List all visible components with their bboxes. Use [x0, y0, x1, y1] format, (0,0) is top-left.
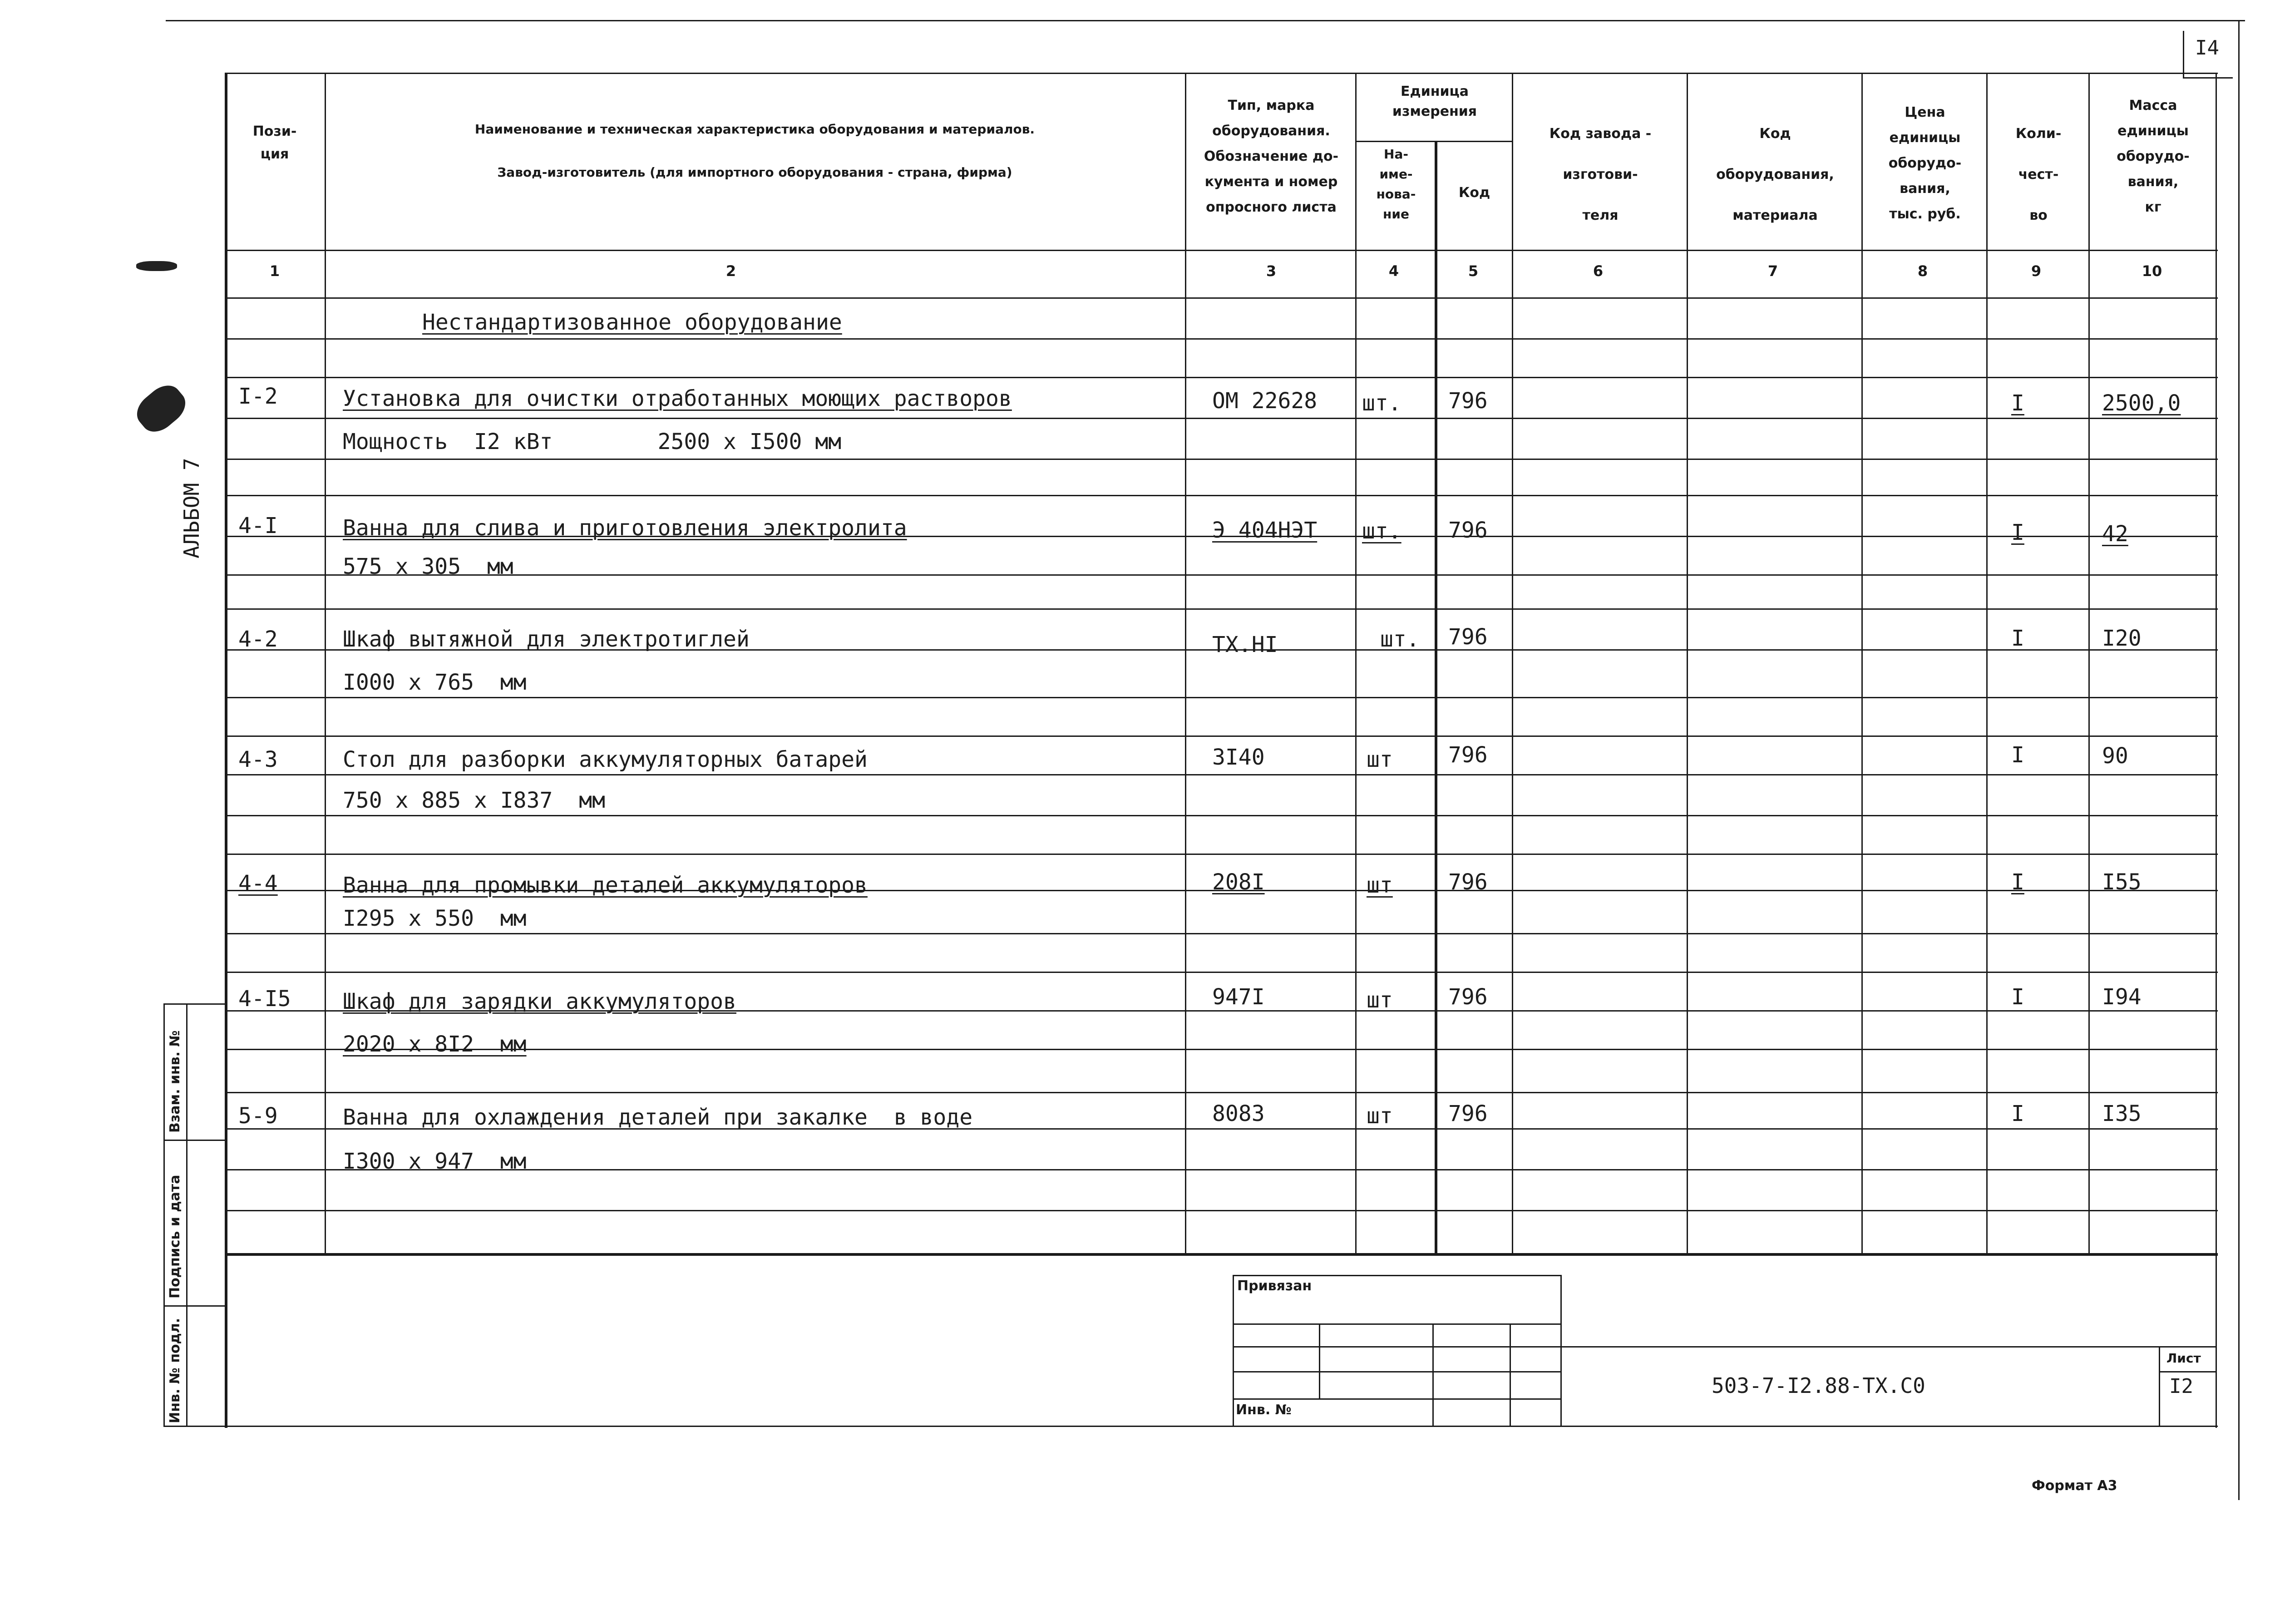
- row-spec: I000 x 765 мм: [343, 670, 527, 695]
- sheet-top-line: [166, 20, 2245, 21]
- row-line: [225, 697, 2218, 698]
- right-margin-line: [2238, 20, 2240, 1500]
- sheet-corner-number: I4: [2195, 36, 2219, 59]
- row-mass: 90: [2102, 743, 2128, 769]
- privyazan-line: [1233, 1398, 1562, 1400]
- colnum-4: 4: [1388, 262, 1399, 280]
- row-type: 947I: [1212, 984, 1265, 1010]
- row-qty: I: [2011, 390, 2024, 416]
- vzam-label: Взам. инв. №: [167, 1030, 183, 1133]
- sheet-label: Лист: [2166, 1351, 2201, 1366]
- colnum-3: 3: [1266, 262, 1277, 280]
- row-unit: шт: [1367, 873, 1393, 898]
- row-name: Ванна для охлаждения деталей при закалке в воде: [343, 1105, 973, 1130]
- podpis-label: Подпись и дата: [167, 1175, 183, 1298]
- col-line-6: [1687, 73, 1688, 1253]
- row-name: Установка для очистки отработанных моющих растворов: [343, 386, 1012, 411]
- section-title: Нестандартизованное оборудование: [422, 310, 842, 335]
- row-line: [225, 774, 2218, 775]
- row-type: Э 404НЭТ: [1212, 518, 1318, 543]
- row-type: 3I40: [1212, 745, 1265, 770]
- row-name: Шкаф вытяжной для электротиглей: [343, 627, 750, 652]
- row-spec: 575 x 305 мм: [343, 554, 513, 579]
- row-mass: I94: [2102, 984, 2142, 1010]
- side-stamp-mid: [186, 1003, 188, 1426]
- header-col2-line2: Завод-изготовитель (для импортного оборудования - страна, фирма): [497, 165, 1012, 180]
- row-mass: 42: [2102, 521, 2128, 547]
- colnum-9: 9: [2031, 262, 2042, 280]
- row-name: Шкаф для зарядки аккумуляторов: [343, 989, 736, 1014]
- row-line: [225, 815, 2218, 816]
- row-unit: шт.: [1362, 390, 1401, 416]
- col-line-1: [325, 73, 326, 1253]
- col-line-7: [1861, 73, 1863, 1253]
- header-bottom-line: [225, 250, 2218, 251]
- colnum-6: 6: [1593, 262, 1604, 280]
- privyazan-label: Привязан: [1237, 1278, 1312, 1294]
- row-code: 796: [1448, 984, 1488, 1010]
- header-col4: На- име- нова- ние: [1376, 147, 1416, 222]
- corner-box-left: [2183, 31, 2184, 79]
- row-spec: 750 x 885 x I837 мм: [343, 788, 605, 813]
- row-line: [225, 338, 2218, 340]
- row-position: 5-9: [238, 1103, 278, 1129]
- row-position: 4-I5: [238, 986, 291, 1012]
- row-line: [225, 418, 2218, 419]
- row-mass: 2500,0: [2102, 390, 2181, 416]
- row-unit: шт: [1367, 1103, 1393, 1129]
- scan-mark: [130, 379, 192, 439]
- row-line: [225, 495, 2218, 496]
- row-position: 4-4: [238, 871, 278, 896]
- row-qty: I: [2011, 520, 2024, 545]
- row-line: [225, 377, 2218, 378]
- row-code: 796: [1448, 388, 1488, 414]
- row-mass: I20: [2102, 626, 2142, 651]
- colnum-bottom-line: [225, 297, 2218, 299]
- col-line-3: [1355, 73, 1357, 1253]
- col-line-8: [1986, 73, 1988, 1253]
- header-col10: Масса единицы оборудо- вания, кг: [2117, 98, 2190, 215]
- colnum-8: 8: [1917, 262, 1928, 280]
- row-type: 8083: [1212, 1101, 1265, 1126]
- units-split-line: [1355, 141, 1512, 142]
- row-name: Стол для разборки аккумуляторных батарей: [343, 747, 868, 772]
- colnum-2: 2: [725, 262, 736, 280]
- row-position: 4-3: [238, 747, 278, 772]
- side-stamp-line: [163, 1305, 225, 1307]
- row-code: 796: [1448, 624, 1488, 650]
- privyazan-col: [1319, 1323, 1320, 1398]
- privyazan-col: [1510, 1323, 1511, 1426]
- privyazan-line: [1233, 1371, 1562, 1372]
- table-top-line: [225, 73, 2218, 74]
- colnum-5: 5: [1468, 262, 1479, 280]
- row-qty: I: [2011, 1101, 2024, 1126]
- row-line: [225, 1210, 2218, 1211]
- side-stamp-left: [163, 1003, 165, 1426]
- row-spec: I300 x 947 мм: [343, 1149, 527, 1174]
- table-right-line: [2216, 73, 2217, 1428]
- header-col9: Коли- чест- во: [2015, 126, 2062, 223]
- header-col45: Единица измерения: [1392, 84, 1477, 119]
- privyazan-top: [1233, 1275, 1562, 1276]
- row-line: [225, 933, 2218, 934]
- row-position: 4-2: [238, 627, 278, 652]
- header-col7: Код оборудования, материала: [1716, 126, 1834, 223]
- row-line: [225, 735, 2218, 737]
- row-line: [225, 854, 2218, 855]
- side-stamp-line: [163, 1140, 225, 1141]
- sheet-box-left: [2159, 1346, 2160, 1426]
- side-stamp-top: [163, 1003, 225, 1005]
- row-qty: I: [2011, 984, 2024, 1010]
- table-left-line: [225, 73, 227, 1428]
- stamp-bottom-line: [163, 1426, 2218, 1427]
- row-line: [225, 574, 2218, 576]
- row-qty: I: [2011, 742, 2024, 768]
- row-spec: Мощность I2 кВт 2500 x I500 мм: [343, 429, 842, 454]
- privyazan-line: [1233, 1323, 1562, 1325]
- privyazan-left: [1233, 1275, 1234, 1427]
- table-body-bottom-line: [225, 1253, 2218, 1256]
- document-code: 503-7-I2.88-ТХ.С0: [1712, 1373, 1925, 1398]
- row-mass: I35: [2102, 1101, 2142, 1126]
- col-line-4: [1435, 141, 1437, 1253]
- row-unit: шт.: [1380, 627, 1420, 652]
- col-line-5: [1512, 73, 1513, 1253]
- row-code: 796: [1448, 869, 1488, 895]
- header-col6: Код завода - изготови- теля: [1549, 126, 1652, 223]
- row-code: 796: [1448, 742, 1488, 768]
- col-line-9: [2088, 73, 2090, 1253]
- inv-no-label: Инв. №: [1236, 1402, 1292, 1418]
- colnum-7: 7: [1767, 262, 1778, 280]
- colnum-1: 1: [269, 262, 280, 280]
- row-type: 208I: [1212, 869, 1265, 895]
- privyazan-right: [1560, 1275, 1562, 1427]
- row-spec: I295 x 550 мм: [343, 906, 527, 931]
- sheet-box-split: [2159, 1371, 2216, 1372]
- row-unit: шт: [1367, 987, 1393, 1013]
- privyazan-col: [1432, 1323, 1434, 1426]
- format-label: Формат А3: [2032, 1478, 2117, 1494]
- row-type: ОМ 22628: [1212, 388, 1318, 414]
- album-label: АЛЬБОМ 7: [179, 458, 204, 558]
- row-position: 4-I: [238, 513, 278, 538]
- row-qty: I: [2011, 626, 2024, 651]
- row-code: 796: [1448, 1101, 1488, 1126]
- row-line: [225, 459, 2218, 460]
- col-line-2: [1185, 73, 1186, 1253]
- row-mass: I55: [2102, 869, 2142, 895]
- row-name: Ванна для слива и приготовления электролита: [343, 515, 907, 541]
- privyazan-line: [1233, 1346, 1562, 1348]
- header-col3: Тип, марка оборудования. Обозначение до- кумента и номер опросного листа: [1204, 98, 1339, 215]
- header-col2-line1: Наименование и техническая характеристика оборудования и материалов.: [474, 122, 1035, 137]
- row-unit: шт.: [1362, 518, 1401, 544]
- header-col8: Цена единицы оборудо- вания, тыс. руб.: [1888, 104, 1962, 222]
- row-unit: шт: [1367, 747, 1393, 772]
- row-qty: I: [2011, 869, 2024, 895]
- corner-box-bottom: [2183, 77, 2233, 79]
- row-name: Ванна для промывки деталей аккумуляторов: [343, 873, 868, 898]
- row-position: I-2: [238, 384, 278, 409]
- code-box-top: [1560, 1346, 2216, 1348]
- scan-mark: [136, 261, 177, 271]
- row-code: 796: [1448, 518, 1488, 543]
- colnum-10: 10: [2142, 262, 2162, 280]
- inv-podl-label: Инв. № подл.: [167, 1318, 183, 1423]
- header-col5: Код: [1458, 185, 1490, 201]
- row-spec: 2020 x 8I2 мм: [343, 1032, 527, 1057]
- header-col1: Пози- ция: [252, 123, 297, 162]
- row-type: ТХ.НI: [1212, 632, 1278, 657]
- sheet-number: I2: [2169, 1375, 2193, 1398]
- row-line: [225, 608, 2218, 610]
- row-line: [225, 972, 2218, 973]
- row-line: [225, 1092, 2218, 1093]
